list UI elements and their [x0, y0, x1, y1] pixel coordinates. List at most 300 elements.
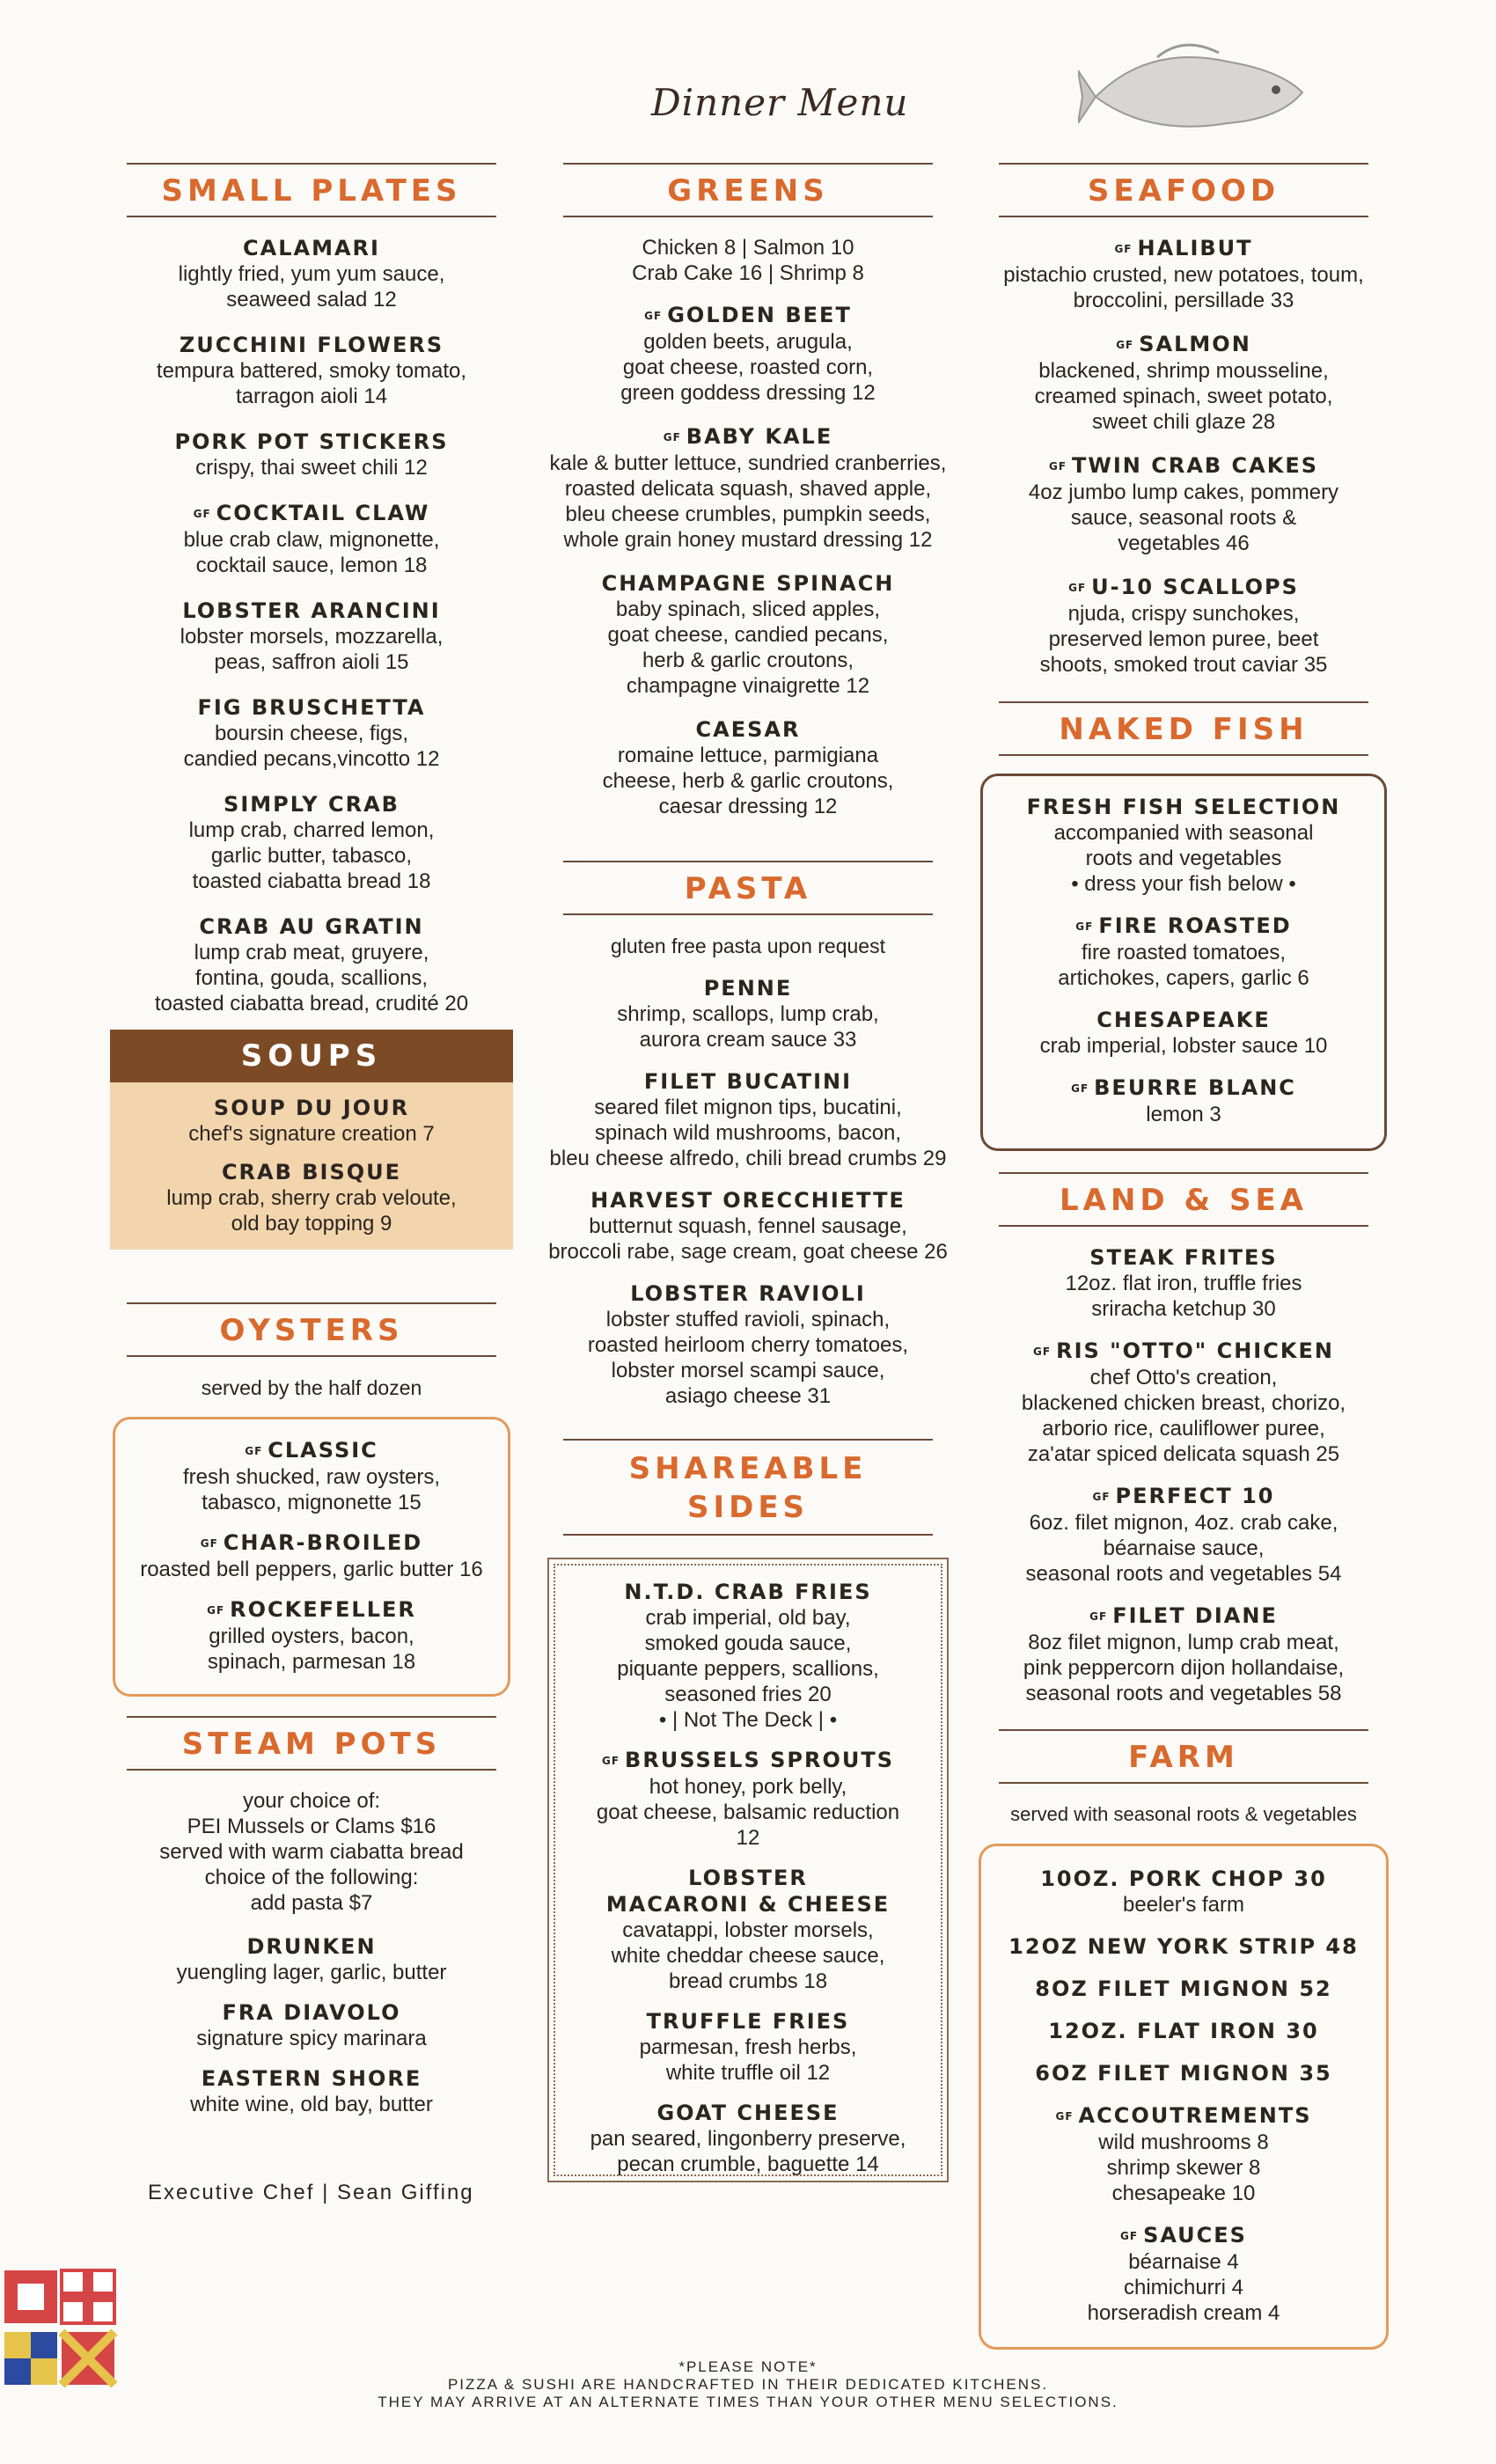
menu-item — [990, 1866, 1377, 1918]
steam-pots-intro-line: served with warm ciabatta bread — [159, 1840, 464, 1864]
menu-item — [992, 1007, 1375, 1059]
menu-item-description: toasted ciabatta bread 18 — [192, 869, 431, 893]
menu-item-title: PENNE — [703, 976, 793, 1001]
menu-item-name — [528, 975, 968, 1001]
menu-item-description: spinach, parmesan 18 — [207, 1650, 416, 1674]
menu-item-title: FRESH FISH SELECTION — [1026, 795, 1341, 819]
menu-item-name — [528, 570, 968, 597]
gluten-free-badge: GF — [1055, 2110, 1074, 2123]
menu-item-title: 12OZ. FLAT IRON 30 — [1048, 2019, 1319, 2043]
menu-item-name — [990, 2060, 1377, 2086]
menu-item-title: CHAMPAGNE SPINACH — [601, 571, 895, 596]
menu-item-title: CAESAR — [695, 717, 801, 742]
menu-item-description: roasted bell peppers, garlic butter 16 — [140, 1558, 483, 1581]
menu-item-description: chesapeake 10 — [1111, 2182, 1256, 2205]
menu-item-title: COCKTAIL CLAW — [216, 501, 430, 525]
menu-item-description: spinach wild mushrooms, bacon, — [594, 1121, 902, 1145]
naked-fish-list — [992, 794, 1375, 1127]
menu-item-description: lobster morsel scampi sauce, — [611, 1359, 885, 1382]
menu-item — [528, 1187, 968, 1265]
menu-item-description: blue crab claw, mignonette, — [183, 528, 440, 552]
menu-item-description: chimichurri 4 — [1123, 2276, 1244, 2299]
fish-illustration — [1078, 35, 1316, 150]
menu-item — [123, 694, 500, 772]
menu-item-name — [994, 1244, 1373, 1271]
menu-item-name — [990, 2018, 1377, 2044]
menu-item-name — [992, 794, 1375, 820]
menu-item-name — [124, 1529, 499, 1557]
menu-item-description: za'atar spiced delicata squash 25 — [1027, 1442, 1340, 1466]
menu-item-description: asiago cheese 31 — [664, 1384, 832, 1408]
menu-item-description: romaine lettuce, parmigiana — [617, 744, 879, 767]
menu-item-description: garlic butter, tabasco, — [210, 844, 413, 868]
farm-frame — [979, 1844, 1389, 2350]
menu-item-name — [549, 1747, 947, 1774]
menu-item — [528, 716, 968, 819]
menu-item-description: toasted ciabatta bread, crudité 20 — [154, 992, 469, 1016]
menu-item-title: 10OZ. PORK CHOP 30 — [1040, 1866, 1327, 1891]
menu-item — [528, 302, 968, 406]
menu-item-description: caesar dressing 12 — [658, 795, 838, 818]
menu-item-name — [549, 2100, 947, 2126]
menu-item-description: cocktail sauce, lemon 18 — [195, 554, 428, 577]
gluten-free-badge: GF — [1092, 1491, 1111, 1503]
menu-item-name — [123, 2065, 500, 2092]
menu-item-description: white cheddar cheese sauce, — [611, 1944, 885, 1968]
menu-item — [124, 1529, 499, 1582]
menu-item-name — [990, 1866, 1377, 1892]
menu-item-description: pecan crumble, baguette 14 — [617, 2152, 879, 2176]
menu-item-description: crab imperial, old bay, — [645, 1606, 851, 1630]
naked-fish-section — [994, 701, 1373, 1151]
menu-item-description: • | Not The Deck | • — [658, 1708, 838, 1732]
gluten-free-badge: GF — [644, 310, 663, 322]
menu-item-name — [528, 716, 968, 743]
menu-item-name — [123, 429, 500, 455]
menu-item-description: goat cheese, roasted corn, — [622, 356, 874, 379]
menu-item-description: green goddess dressing 12 — [620, 381, 876, 405]
oysters-note: served by the half dozen — [201, 1376, 422, 1399]
menu-item-title: STEAK FRITES — [1089, 1245, 1278, 1270]
menu-item-description: white wine, old bay, butter — [190, 2093, 433, 2116]
menu-item-name — [123, 235, 500, 261]
menu-item-description: shoots, smoked trout caviar 35 — [1039, 653, 1328, 677]
menu-item — [990, 2102, 1377, 2206]
menu-item-name — [124, 1437, 499, 1464]
menu-item-description: sriracha ketchup 30 — [1091, 1297, 1276, 1321]
menu-item-title: CLASSIC — [268, 1438, 378, 1463]
menu-item-title: SALMON — [1139, 332, 1251, 356]
menu-item-name — [994, 1338, 1373, 1365]
menu-item-description: champagne vinaigrette 12 — [626, 674, 870, 698]
menu-item — [994, 574, 1373, 678]
menu-title: Dinner Menu — [651, 81, 909, 124]
menu-item-title: RIS "OTTO" CHICKEN — [1056, 1338, 1334, 1363]
menu-item-name — [123, 332, 500, 358]
menu-item-title: FIRE ROASTED — [1098, 913, 1292, 938]
menu-item-description: signature spicy marinara — [196, 2027, 427, 2050]
menu-item-title: FRA DIAVOLO — [222, 2000, 401, 2025]
menu-item-description: 6oz. filet mignon, 4oz. crab cake, — [1029, 1511, 1338, 1535]
menu-item-name — [994, 331, 1373, 358]
menu-item-description: parmesan, fresh herbs, — [639, 2035, 857, 2059]
footer-line: *PLEASE NOTE* — [678, 2358, 818, 2375]
menu-item-name — [123, 791, 500, 818]
menu-item-title: FILET BUCATINI — [643, 1069, 853, 1094]
menu-item — [549, 1579, 947, 1733]
menu-item — [124, 1437, 499, 1515]
menu-item-description: lump crab meat, gruyere, — [194, 941, 429, 964]
chef-credit: Executive Chef | Sean Giffing — [148, 2181, 474, 2204]
menu-item-description: shrimp skewer 8 — [1106, 2156, 1261, 2180]
menu-item-description: seasonal roots and vegetables 54 — [1025, 1562, 1342, 1586]
steam-pots-section — [123, 1716, 500, 2131]
menu-item — [123, 2065, 500, 2117]
steam-pots-intro-line: choice of the following: — [204, 1866, 419, 1889]
menu-item-description: tarragon aioli 14 — [235, 385, 388, 408]
menu-item — [994, 452, 1373, 556]
menu-item — [990, 2018, 1377, 2044]
section-heading-greens: GREENS — [563, 163, 933, 217]
section-heading-naked-fish: NAKED FISH — [999, 701, 1368, 756]
gluten-free-badge: GF — [245, 1445, 263, 1457]
menu-item-title: SIMPLY CRAB — [224, 792, 400, 817]
menu-item-description: chef Otto's creation, — [1089, 1366, 1278, 1390]
section-heading-land-sea: LAND & SEA — [999, 1172, 1368, 1227]
sides-heading-wrap — [528, 1439, 968, 1553]
menu-item-title: TWIN CRAB CAKES — [1072, 453, 1319, 478]
menu-item-name — [528, 302, 968, 329]
menu-item-title: N.T.D. CRAB FRIES — [624, 1580, 872, 1604]
menu-item-title: BRUSSELS SPROUTS — [625, 1748, 895, 1772]
menu-item-title: CHAR-BROILED — [223, 1530, 423, 1555]
menu-item-description: beeler's farm — [1123, 1893, 1244, 1917]
soups-section — [110, 1030, 513, 1250]
menu-item — [994, 235, 1373, 313]
menu-item — [992, 913, 1375, 991]
menu-item-title: BABY KALE — [686, 424, 833, 449]
menu-item-description: béarnaise sauce, — [1103, 1536, 1265, 1560]
menu-item-name — [990, 2102, 1377, 2130]
menu-item-name — [123, 694, 500, 721]
menu-item-name — [528, 1280, 968, 1307]
section-heading-steam-pots: STEAM POTS — [127, 1716, 496, 1771]
menu-item — [992, 794, 1375, 897]
oysters-section — [123, 1302, 500, 1697]
menu-item-description: goat cheese, balsamic reduction — [596, 1800, 900, 1824]
menu-item-description: piquante peppers, scallions, — [617, 1657, 879, 1681]
sides-title-line-1: SHAREABLE — [628, 1451, 868, 1486]
menu-item-title: LOBSTER ARANCINI — [182, 598, 441, 623]
menu-item-description: herb & garlic croutons, — [642, 649, 854, 672]
menu-item-title: CALAMARI — [243, 236, 380, 260]
seafood-list — [994, 235, 1373, 678]
menu-item — [124, 1596, 499, 1675]
pasta-list — [528, 975, 968, 1409]
menu-item-name — [990, 1933, 1377, 1960]
small-plates-list — [123, 235, 500, 1016]
menu-item-title: SOUP DU JOUR — [213, 1096, 410, 1120]
menu-item-title: PORK POT STICKERS — [174, 429, 449, 454]
menu-item-description: sweet chili glaze 28 — [1091, 410, 1276, 434]
menu-item — [992, 1074, 1375, 1127]
menu-item-description: artichokes, capers, garlic 6 — [1058, 966, 1309, 990]
menu-item-description: sauce, seasonal roots & — [1070, 506, 1297, 530]
gluten-free-badge: GF — [1089, 1610, 1108, 1623]
gluten-free-badge: GF — [1120, 2230, 1139, 2242]
menu-item — [123, 1933, 500, 1985]
greens-addon-line: Chicken 8 | Salmon 10 — [642, 236, 854, 260]
menu-item-name — [992, 1007, 1375, 1033]
menu-item-name — [990, 1976, 1377, 2002]
menu-item-description: 12oz. flat iron, truffle fries — [1065, 1272, 1302, 1295]
menu-item-description: preserved lemon puree, beet — [1048, 627, 1319, 651]
menu-item-title: ZUCCHINI FLOWERS — [179, 333, 444, 357]
menu-item — [123, 791, 500, 894]
section-heading-sides — [563, 1439, 933, 1536]
oysters-frame — [113, 1417, 510, 1697]
menu-item-description: lemon 3 — [1146, 1103, 1221, 1126]
menu-item-name — [994, 574, 1373, 601]
menu-item-description: cavatappi, lobster morsels, — [622, 1918, 874, 1942]
farm-note: served with seasonal roots & vegetables — [1010, 1803, 1357, 1825]
menu-item-description: fresh shucked, raw oysters, — [182, 1465, 441, 1489]
menu-item-name — [110, 1159, 513, 1185]
menu-item-title: BEURRE BLANC — [1094, 1075, 1296, 1100]
section-heading-seafood: SEAFOOD — [999, 163, 1368, 217]
menu-item — [990, 1933, 1377, 1960]
menu-item-name — [992, 1074, 1375, 1102]
menu-item — [110, 1095, 513, 1147]
pasta-note: gluten free pasta upon request — [610, 935, 885, 957]
menu-item-name — [123, 598, 500, 624]
naked-fish-frame — [980, 774, 1387, 1151]
menu-item-description: peas, saffron aioli 15 — [214, 650, 409, 674]
section-heading-small-plates: SMALL PLATES — [127, 163, 496, 217]
menu-item-name — [994, 1483, 1373, 1510]
menu-item-title: GOLDEN BEET — [667, 303, 852, 327]
menu-item — [123, 332, 500, 409]
greens-list — [528, 302, 968, 819]
menu-item-name — [123, 1933, 500, 1960]
gluten-free-badge: GF — [200, 1537, 218, 1550]
menu-item-name — [990, 2222, 1377, 2249]
menu-item-title: PERFECT 10 — [1115, 1484, 1275, 1508]
menu-item-description: fontina, gouda, scallions, — [194, 966, 429, 990]
menu-item-description: pistachio crusted, new potatoes, toum, — [1003, 263, 1364, 287]
menu-item-description: baby spinach, sliced apples, — [615, 598, 881, 621]
menu-item-name — [124, 1596, 499, 1624]
menu-item-title: FILET DIANE — [1112, 1603, 1278, 1628]
menu-item — [110, 1159, 513, 1236]
menu-item — [528, 570, 968, 699]
menu-item-title: GOAT CHEESE — [656, 2101, 840, 2125]
menu-item-description: seaweed salad 12 — [226, 288, 397, 312]
menu-item-description: bread crumbs 18 — [668, 1969, 828, 1993]
menu-item-name — [123, 913, 500, 940]
menu-item-description: lobster morsels, mozzarella, — [180, 625, 444, 649]
menu-item — [123, 500, 500, 578]
greens-addons — [528, 235, 968, 286]
menu-item — [123, 1999, 500, 2051]
menu-item-description: njuda, crispy sunchokes, — [1067, 602, 1300, 626]
menu-item-description: smoked gouda sauce, — [644, 1632, 852, 1655]
menu-item-title: LOBSTER RAVIOLI — [630, 1281, 866, 1306]
menu-item-name — [549, 2008, 947, 2035]
menu-item — [549, 2008, 947, 2086]
menu-item-description: chef's signature creation 7 — [188, 1122, 435, 1146]
gluten-free-badge: GF — [601, 1755, 620, 1767]
menu-item — [990, 2222, 1377, 2326]
menu-item — [549, 1747, 947, 1851]
menu-item — [994, 1244, 1373, 1322]
menu-item-name — [123, 1999, 500, 2026]
column-right — [994, 163, 1373, 695]
menu-item — [123, 429, 500, 480]
farm-section — [994, 1729, 1373, 2350]
menu-item-description: grilled oysters, bacon, — [209, 1624, 414, 1648]
menu-item-description: béarnaise 4 — [1128, 2250, 1239, 2274]
menu-item-name — [992, 913, 1375, 940]
menu-item-name — [994, 1602, 1373, 1630]
menu-item-description: pan seared, lingonberry preserve, — [590, 2127, 906, 2151]
menu-item-description: tempura battered, smoky tomato, — [156, 359, 467, 383]
menu-item — [994, 1483, 1373, 1587]
menu-item-title: FIG BRUSCHETTA — [197, 695, 426, 720]
sides-title-line-2: SIDES — [686, 1490, 810, 1525]
menu-item-description: blackened, shrimp mousseline, — [1038, 359, 1329, 383]
menu-item-description: blackened chicken breast, chorizo, — [1021, 1391, 1346, 1415]
pasta-section — [528, 861, 968, 1425]
menu-item — [528, 423, 968, 553]
menu-item-title: SAUCES — [1143, 2223, 1247, 2248]
menu-item — [549, 1865, 947, 1994]
menu-item-description: roots and vegetables — [1085, 847, 1282, 870]
menu-item-description: bleu cheese alfredo, chili bread crumbs 29 — [549, 1147, 947, 1170]
menu-item-title: CRAB BISQUE — [221, 1160, 402, 1184]
menu-item — [528, 1068, 968, 1171]
menu-item-name — [123, 500, 500, 527]
menu-item-description: butternut squash, fennel sausage, — [589, 1214, 907, 1238]
menu-item-name — [110, 1095, 513, 1121]
menu-item-description: seasonal roots and vegetables 58 — [1025, 1682, 1342, 1705]
menu-item-description: roasted heirloom cherry tomatoes, — [587, 1333, 909, 1357]
footer-line: THEY MAY ARRIVE AT AN ALTERNATE TIMES THAN YOUR OTHER MENU SELECTIONS. — [378, 2394, 1118, 2410]
menu-item-name — [528, 1068, 968, 1095]
menu-item-description: white truffle oil 12 — [665, 2061, 831, 2085]
menu-item — [528, 1280, 968, 1409]
section-heading-oysters: OYSTERS — [127, 1302, 496, 1357]
menu-item-title: 6OZ FILET MIGNON 35 — [1035, 2061, 1332, 2086]
farm-list — [990, 1866, 1377, 2326]
menu-item-description: creamed spinach, sweet potato, — [1034, 385, 1333, 408]
section-heading-pasta: PASTA — [563, 861, 933, 915]
menu-item-title: CRAB AU GRATIN — [199, 914, 424, 939]
menu-item-description: cheese, herb & garlic croutons, — [602, 769, 894, 793]
menu-item-description: • dress your fish below • — [1071, 872, 1296, 896]
gluten-free-badge: GF — [1075, 920, 1094, 933]
steam-pots-list — [123, 1933, 500, 2117]
menu-item-description: vegetables 46 — [1118, 532, 1250, 555]
gluten-free-badge: GF — [1071, 1082, 1089, 1095]
menu-item-title: ACCOUTREMENTS — [1078, 2103, 1312, 2128]
gluten-free-badge: GF — [663, 431, 681, 444]
menu-item — [994, 331, 1373, 435]
menu-item-description: horseradish cream 4 — [1087, 2301, 1280, 2325]
menu-item-description: pink peppercorn dijon hollandaise, — [1023, 1656, 1345, 1680]
menu-item — [528, 975, 968, 1052]
steam-pots-intro — [123, 1788, 500, 1916]
menu-item-description: lump crab, sherry crab veloute, — [166, 1186, 457, 1210]
menu-item-description: 4oz jumbo lump cakes, pommery — [1028, 480, 1339, 504]
menu-item-description: roasted delicata squash, shaved apple, — [564, 477, 932, 501]
menu-item-title: EASTERN SHORE — [201, 2066, 422, 2091]
menu-item-description: tabasco, mignonette 15 — [202, 1491, 422, 1514]
menu-item-title: DRUNKEN — [246, 1934, 377, 1959]
menu-item — [123, 598, 500, 675]
menu-item-description: crab imperial, lobster sauce 10 — [1039, 1034, 1328, 1058]
menu-item-description: bleu cheese crumbles, pumpkin seeds, — [565, 502, 931, 526]
footer-note — [0, 2358, 1496, 2411]
sides-section — [547, 1558, 949, 2182]
gluten-free-badge: GF — [193, 508, 211, 520]
menu-item-description: crispy, thai sweet chili 12 — [195, 456, 428, 480]
land-sea-list — [994, 1244, 1373, 1706]
menu-item — [990, 2060, 1377, 2086]
gluten-free-badge: GF — [1048, 460, 1067, 473]
menu-item-title: 12OZ NEW YORK STRIP 48 — [1008, 1934, 1359, 1959]
menu-item-description: broccoli rabe, sage cream, goat cheese 26 — [548, 1240, 948, 1264]
menu-item-description: whole grain honey mustard dressing 12 — [563, 528, 933, 552]
menu-item-description: seared filet mignon tips, bucatini, — [594, 1096, 902, 1119]
section-heading-farm: FARM — [999, 1729, 1368, 1784]
menu-item-description: accompanied with seasonal — [1053, 821, 1314, 845]
menu-item-description: goat cheese, candied pecans, — [607, 623, 889, 647]
menu-item-description: hot honey, pork belly, — [649, 1775, 847, 1799]
menu-item-name — [528, 1187, 968, 1214]
menu-item-description: golden beets, arugula, — [643, 330, 853, 354]
gluten-free-badge: GF — [207, 1604, 225, 1617]
footer-line: PIZZA & SUSHI ARE HANDCRAFTED IN THEIR DEDICATED KITCHENS. — [447, 2376, 1049, 2393]
menu-item-title: 8OZ FILET MIGNON 52 — [1035, 1976, 1332, 2001]
menu-item-title: U-10 SCALLOPS — [1091, 575, 1299, 599]
menu-item-description: candied pecans,vincotto 12 — [183, 747, 440, 771]
steam-pots-intro-line: add pasta $7 — [250, 1891, 373, 1915]
menu-item-name — [994, 235, 1373, 262]
menu-item-description: seasoned fries 20 — [664, 1683, 832, 1706]
menu-item-description: broccolini, persillade 33 — [1073, 289, 1294, 312]
column-left — [123, 163, 500, 1036]
menu-item-name — [549, 1579, 947, 1605]
gluten-free-badge: GF — [1033, 1346, 1052, 1358]
menu-item-description: old bay topping 9 — [231, 1212, 392, 1236]
menu-item-description: arborio rice, cauliflower puree, — [1042, 1417, 1325, 1441]
menu-item-description: boursin cheese, figs, — [214, 722, 409, 745]
menu-item-description: wild mushrooms 8 — [1098, 2130, 1269, 2154]
greens-addon-line: Crab Cake 16 | Shrimp 8 — [632, 261, 864, 285]
menu-item-name — [549, 1865, 947, 1918]
menu-item-name — [528, 423, 968, 451]
menu-item — [990, 1976, 1377, 2002]
menu-item-title: HALIBUT — [1137, 236, 1253, 260]
menu-item-description: lightly fried, yum yum sauce, — [178, 262, 445, 286]
menu-item-title: ROCKEFELLER — [230, 1597, 416, 1622]
menu-item-description: 12 — [736, 1826, 760, 1850]
menu-item — [123, 913, 500, 1016]
menu-item-description: lobster stuffed ravioli, spinach, — [605, 1308, 891, 1331]
menu-item-description: aurora cream sauce 33 — [639, 1028, 857, 1052]
menu-item-title: LOBSTER MACARONI & CHEESE — [605, 1866, 891, 1917]
